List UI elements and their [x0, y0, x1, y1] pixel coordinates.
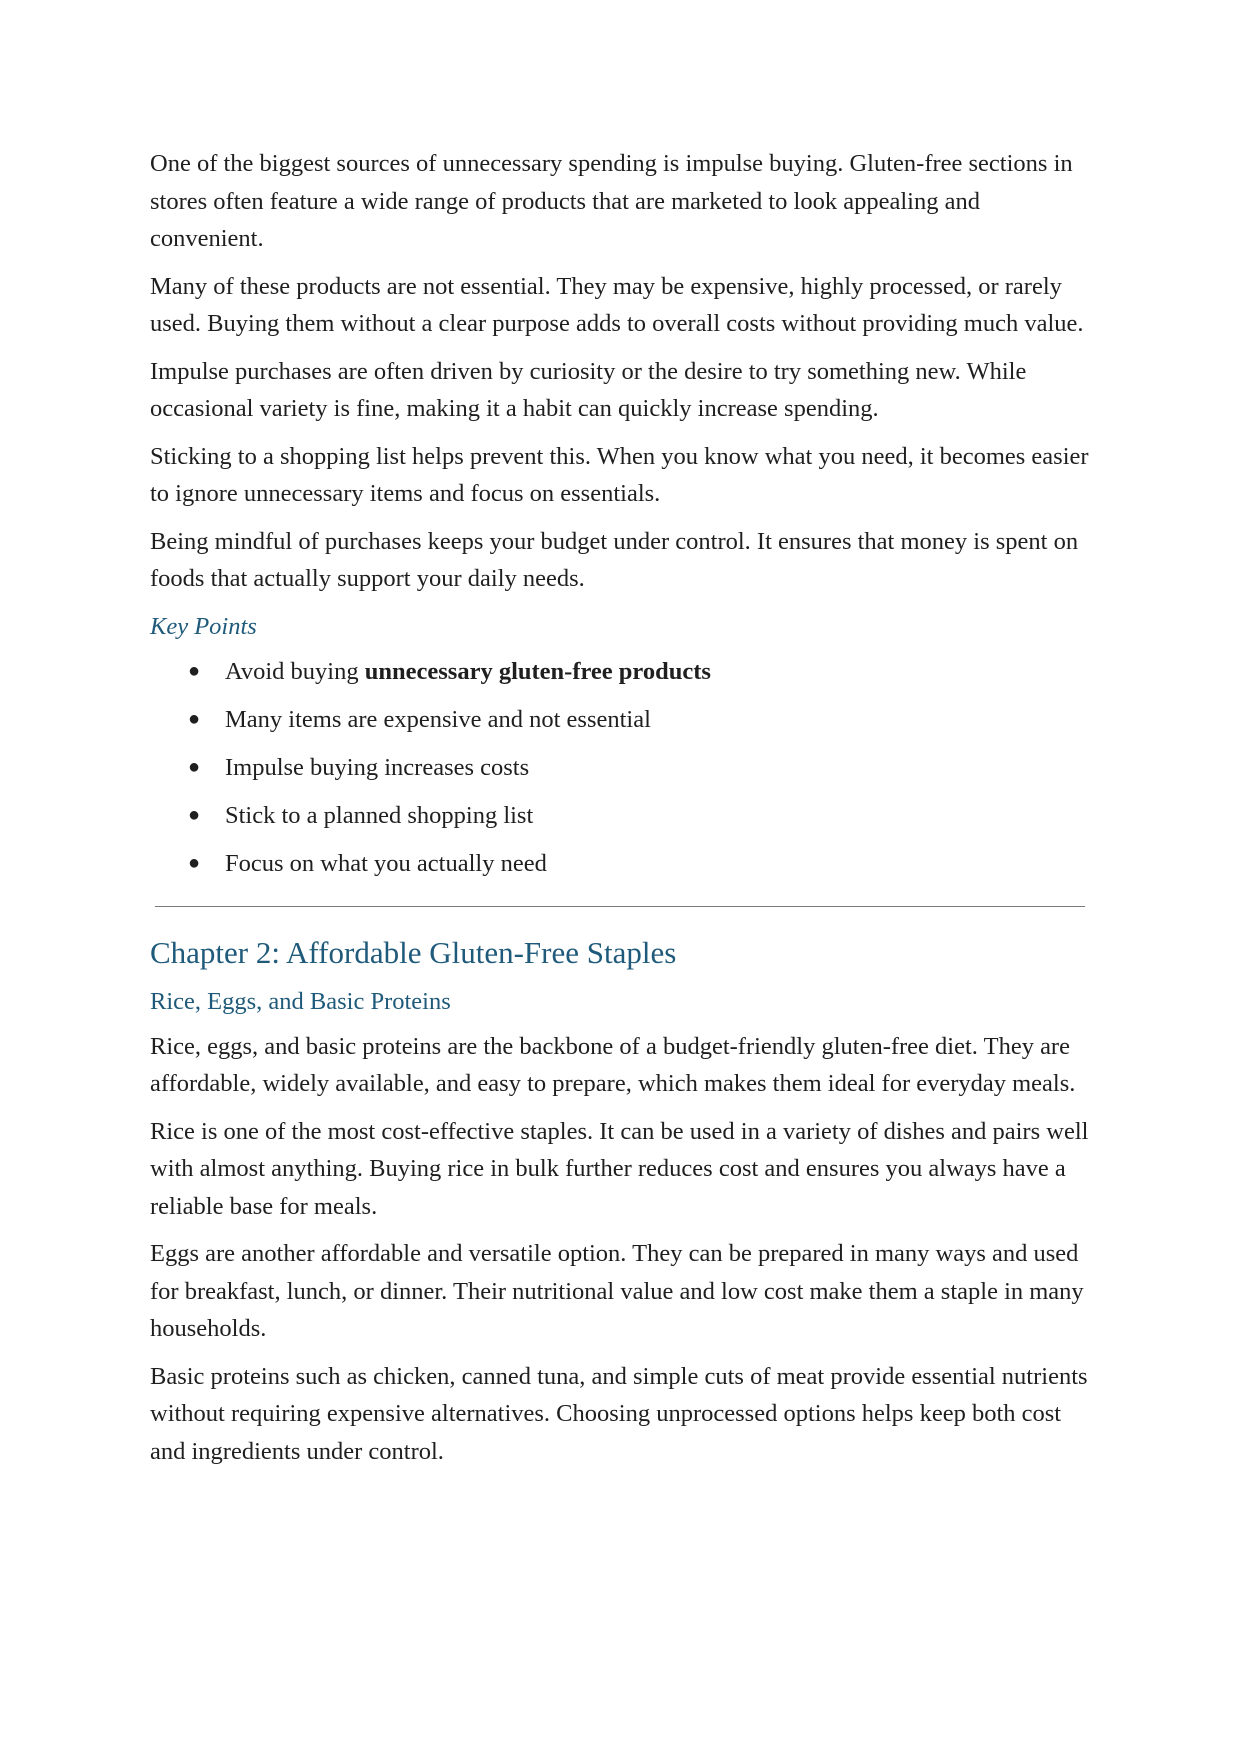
- body-paragraph: Sticking to a shopping list helps prevent this. When you know what you need, it becomes easier to ignore unnecessary items and focus on essentials.: [150, 442, 1089, 507]
- chapter-title: Chapter 2: Affordable Gluten-Free Staples: [150, 934, 677, 970]
- key-points-list: [150, 653, 1095, 882]
- body-paragraph: Basic proteins such as chicken, canned tuna, and simple cuts of meat provide essential nutrients without requiring expensive alternatives. Choosing unprocessed options helps keep both cost and ingredients under control.: [150, 1362, 1088, 1465]
- list-item: [150, 749, 1095, 786]
- list-item-text: Stick to a planned shopping list: [225, 801, 534, 829]
- body-paragraph: Many of these products are not essential. They may be expensive, highly processed, or rarely used. Buying them without a clear purpose adds to overall costs without providing much value.: [150, 272, 1084, 337]
- key-points-heading: Key Points: [150, 612, 257, 640]
- document-page: [150, 145, 1095, 1480]
- bullet-icon: ●: [188, 707, 201, 730]
- section-title: Rice, Eggs, and Basic Proteins: [150, 987, 451, 1015]
- body-paragraph: Impulse purchases are often driven by curiosity or the desire to try something new. While occasional variety is fine, making it a habit can quickly increase spending.: [150, 357, 1027, 422]
- bullet-icon: ●: [188, 851, 201, 874]
- bullet-icon: ●: [188, 803, 201, 826]
- body-paragraph: One of the biggest sources of unnecessary spending is impulse buying. Gluten-free sections in stores often feature a wide range of products that are marketed to look appealing and convenient.: [150, 150, 1073, 252]
- body-paragraph: Being mindful of purchases keeps your budget under control. It ensures that money is spent on foods that actually support your daily needs.: [150, 527, 1079, 592]
- list-item-text: Many items are expensive and not essential: [225, 705, 651, 733]
- body-paragraph: Rice is one of the most cost-effective staples. It can be used in a variety of dishes and pairs well with almost anything. Buying rice in bulk further reduces cost and ensures you always have a reliable base for meals.: [150, 1117, 1089, 1220]
- list-item: [150, 653, 1095, 690]
- body-paragraph: Rice, eggs, and basic proteins are the backbone of a budget-friendly gluten-free diet. They are affordable, widely available, and easy to prepare, which makes them ideal for everyday meals.: [150, 1032, 1076, 1097]
- list-item-text: Focus on what you actually need: [225, 849, 547, 877]
- list-item: [150, 797, 1095, 834]
- list-item-bold-text: unnecessary gluten-free products: [364, 657, 711, 685]
- list-item: [150, 701, 1095, 738]
- bullet-icon: ●: [188, 659, 201, 682]
- list-item: [150, 845, 1095, 882]
- body-paragraph: Eggs are another affordable and versatile option. They can be prepared in many ways and used for breakfast, lunch, or dinner. Their nutritional value and low cost make them a staple in many households.: [150, 1240, 1084, 1342]
- horizontal-divider: [155, 906, 1085, 907]
- list-item-text: Avoid buying: [225, 657, 365, 685]
- bullet-icon: ●: [188, 755, 201, 778]
- list-item-text: Impulse buying increases costs: [225, 753, 530, 781]
